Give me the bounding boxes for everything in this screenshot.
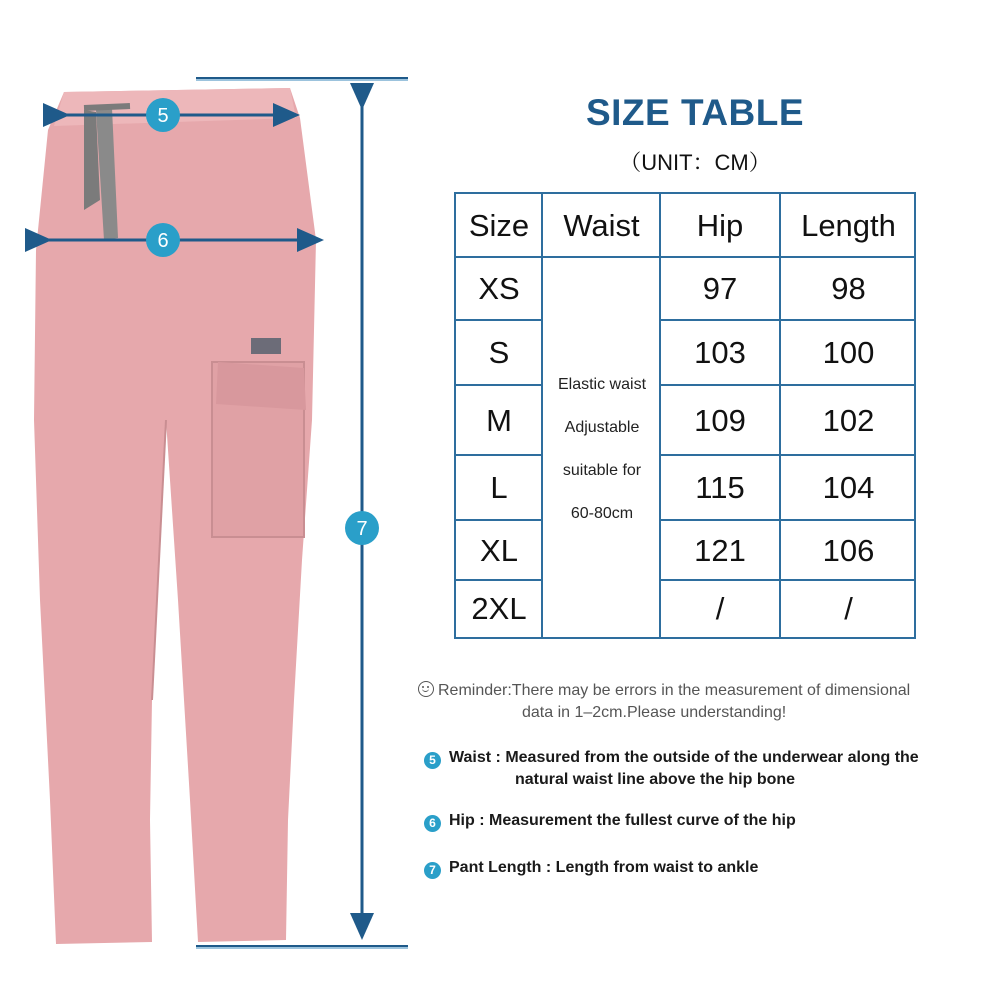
waist-note-line: suitable for (562, 461, 642, 479)
table-cell-hip: 109 (694, 402, 746, 438)
marker-5-icon: 5 (424, 752, 441, 769)
legend-text-continued: natural waist line above the hip bone (515, 771, 796, 788)
table-cell-hip: 121 (694, 532, 746, 568)
header-size: Size (468, 208, 530, 243)
table-cell-size: 2XL (471, 591, 527, 626)
legend-label: Pant Length : (449, 859, 552, 876)
table-cell-length: 102 (822, 402, 875, 438)
table-cell-length: 98 (831, 271, 866, 306)
legend-label: Waist : (449, 749, 501, 766)
legend-text: Measured from the outside of the underwear along the (505, 749, 919, 766)
header-length: Length (801, 208, 896, 243)
reminder-note (418, 680, 978, 724)
unit-label: （UNIT：CM） (619, 150, 771, 175)
table-cell-length: 104 (822, 470, 875, 505)
table-cell-hip: 115 (695, 470, 745, 505)
legend-waist (424, 747, 919, 791)
header-hip: Hip (696, 208, 744, 243)
pants-measurement-figure (0, 0, 430, 1000)
header-waist: Waist (563, 208, 640, 243)
marker-5-label: 5 (157, 105, 169, 127)
table-cell-size: M (486, 402, 512, 438)
waist-note-line: Adjustable (564, 418, 640, 436)
marker-6-label: 6 (157, 230, 169, 252)
legend-hip (424, 810, 796, 832)
marker-6-icon: 6 (424, 815, 441, 832)
legend-label: Hip : (449, 812, 485, 829)
table-cell-length: 106 (822, 532, 875, 568)
table-cell-hip: 103 (694, 335, 746, 370)
table-cell-length: / (844, 591, 853, 626)
smile-icon (418, 681, 434, 697)
waist-note (543, 258, 661, 639)
table-cell-size: S (488, 335, 510, 370)
legend-text: Length from waist to ankle (555, 859, 759, 876)
waist-note-line: Elastic waist (557, 375, 647, 393)
waist-note-line: 60-80cm (570, 504, 634, 522)
reminder-line-1: Reminder:There may be errors in the measurement of dimensional (438, 682, 911, 699)
legend-text: Measurement the fullest curve of the hip (489, 812, 796, 829)
pants-illustration (34, 88, 316, 944)
reminder-line-2: data in 1–2cm.Please understanding! (522, 704, 787, 721)
page-title: SIZE TABLE (585, 92, 805, 133)
table-cell-size: XL (480, 532, 518, 568)
table-cell-hip: 97 (702, 271, 738, 306)
legend-length (424, 857, 758, 879)
table-cell-size: XS (478, 271, 520, 306)
table-cell-size: L (490, 470, 508, 505)
table-cell-hip: / (715, 591, 725, 626)
marker-7-label: 7 (356, 518, 368, 540)
size-table (454, 192, 916, 639)
table-cell-length: 100 (822, 335, 875, 370)
marker-7-icon: 7 (424, 862, 441, 879)
